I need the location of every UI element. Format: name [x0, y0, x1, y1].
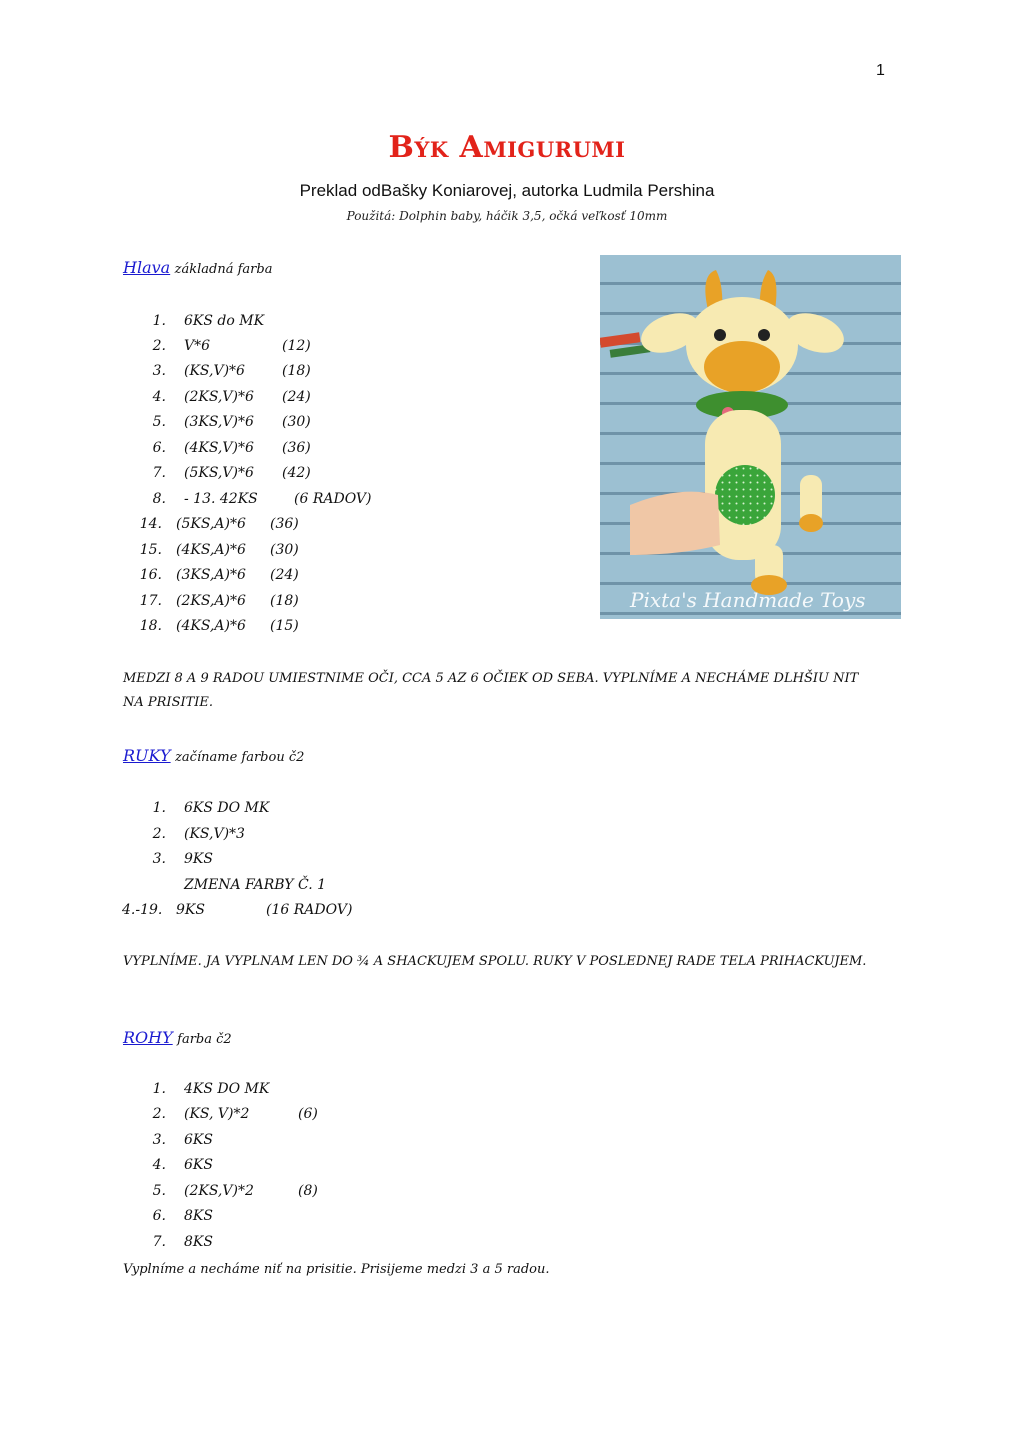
bull-toy-illustration — [600, 255, 901, 619]
materials-line: Použitá: Dolphin baby, háčik 3,5, očká veľkosť 10mm — [346, 209, 668, 223]
section-name: ROHY — [123, 1028, 173, 1047]
section-name: Hlava — [123, 258, 171, 277]
horns-note: Vyplníme a necháme niť na prisitie. Prisijeme medzi 3 a 5 radou. — [123, 1262, 550, 1277]
page-title: Býk Amigurumi — [388, 130, 626, 165]
arms-note: VYPLNÍME. JA VYPLNAM LEN DO ¾ A SHACKUJEM SPOLU. RUKY V POSLEDNEJ RADE TELA PRIHACKUJEM. — [123, 954, 867, 969]
section-desc: farba č2 — [177, 1032, 232, 1047]
section-desc: základná farba — [174, 262, 273, 277]
section-name: RUKY — [123, 746, 171, 765]
page-number: 1 — [876, 62, 885, 79]
section-arms-title — [123, 746, 304, 765]
section-head-title — [123, 258, 272, 277]
subtitle: Preklad odBašky Koniarovej, autorka Ludmila Pershina — [299, 181, 715, 200]
photo-watermark: Pixta's Handmade Toys — [630, 588, 866, 612]
head-note: MEDZI 8 A 9 RADOU UMIESTNIME OČI, CCA 5 AZ 6 OČIEK OD SEBA. VYPLNÍME A NECHÁME DLHŠIU NIT NA PRISITIE. — [123, 671, 859, 710]
amigurumi-photo — [600, 255, 901, 619]
section-horns-title — [123, 1028, 232, 1047]
section-desc: začíname farbou č2 — [175, 750, 305, 765]
